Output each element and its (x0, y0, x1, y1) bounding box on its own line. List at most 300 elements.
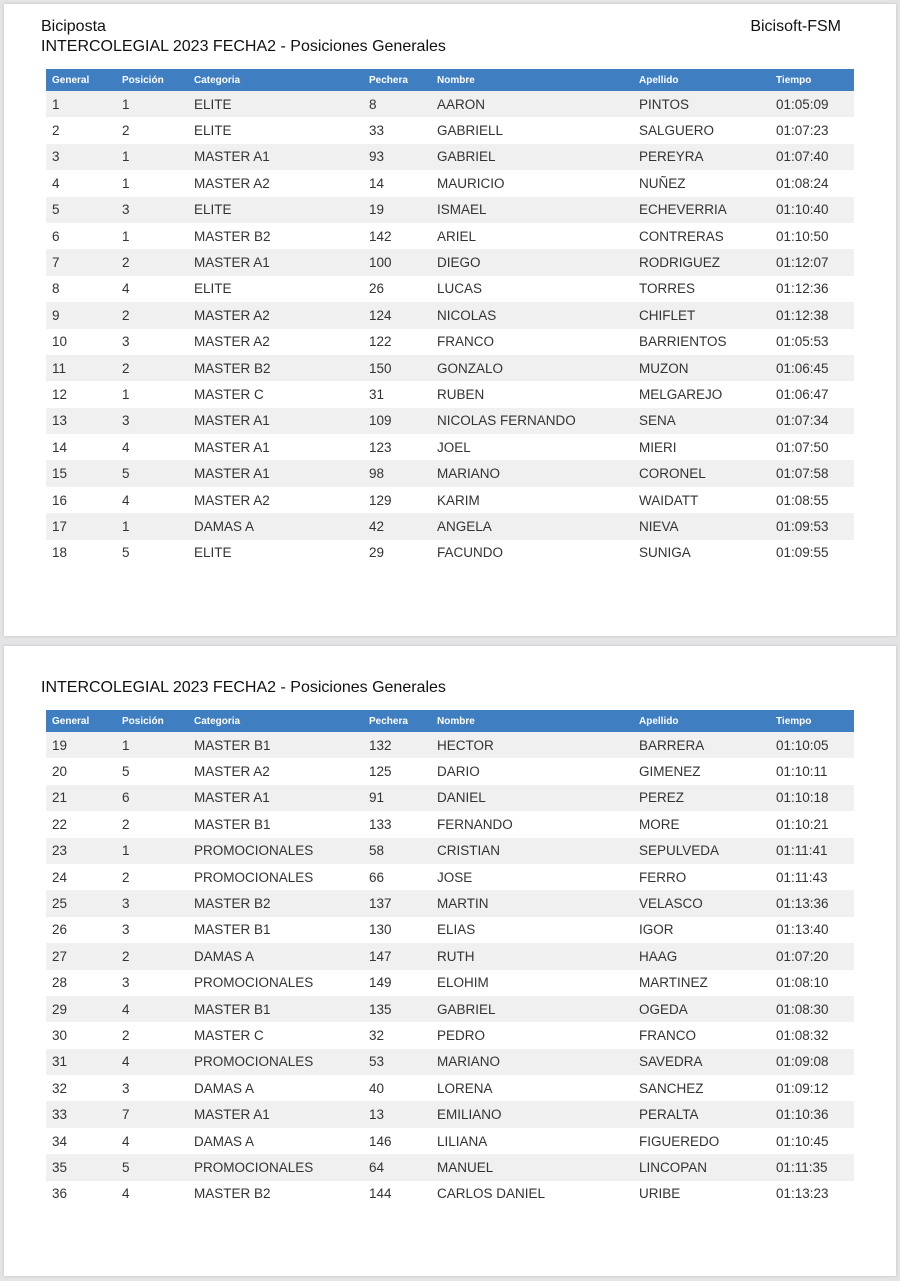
posicion-cell: 3 (116, 1075, 188, 1101)
table-row (46, 1075, 854, 1101)
apellido-cell: RODRIGUEZ (633, 249, 770, 275)
table-row (46, 170, 854, 196)
apellido-cell: FRANCO (633, 1022, 770, 1048)
categoria-cell: MASTER A2 (188, 302, 363, 328)
posicion-cell: 5 (116, 758, 188, 784)
pechera-cell: 58 (363, 838, 431, 864)
tiempo-cell: 01:10:05 (770, 732, 854, 758)
categoria-cell: MASTER B2 (188, 355, 363, 381)
general-cell: 30 (46, 1022, 116, 1048)
pechera-cell: 91 (363, 785, 431, 811)
table-row (46, 408, 854, 434)
posicion-cell: 4 (116, 434, 188, 460)
posicion-cell: 1 (116, 513, 188, 539)
results-table (46, 710, 854, 1207)
table-row (46, 513, 854, 539)
general-cell: 8 (46, 276, 116, 302)
posicion-cell: 2 (116, 1022, 188, 1048)
nombre-cell: JOEL (431, 434, 633, 460)
nombre-cell: ISMAEL (431, 197, 633, 223)
posicion-cell: 1 (116, 170, 188, 196)
apellido-cell: TORRES (633, 276, 770, 302)
general-cell: 2 (46, 117, 116, 143)
brand-name: Biciposta (41, 18, 106, 35)
posicion-cell: 5 (116, 540, 188, 566)
nombre-cell: NICOLAS FERNANDO (431, 408, 633, 434)
categoria-cell: MASTER A1 (188, 144, 363, 170)
categoria-cell: DAMAS A (188, 513, 363, 539)
table-row (46, 811, 854, 837)
general-cell: 3 (46, 144, 116, 170)
apellido-cell: GIMENEZ (633, 758, 770, 784)
nombre-cell: CARLOS DANIEL (431, 1181, 633, 1207)
categoria-cell: MASTER B2 (188, 890, 363, 916)
posicion-cell: 7 (116, 1101, 188, 1127)
apellido-cell: MUZON (633, 355, 770, 381)
table-row (46, 732, 854, 758)
nombre-cell: FERNANDO (431, 811, 633, 837)
nombre-cell: JOSE (431, 864, 633, 890)
general-cell: 4 (46, 170, 116, 196)
nombre-cell: LORENA (431, 1075, 633, 1101)
column-header-apellido: Apellido (633, 69, 770, 91)
apellido-cell: MIERI (633, 434, 770, 460)
apellido-cell: HAAG (633, 943, 770, 969)
tiempo-cell: 01:08:24 (770, 170, 854, 196)
tiempo-cell: 01:08:30 (770, 996, 854, 1022)
categoria-cell: MASTER C (188, 1022, 363, 1048)
tiempo-cell: 01:07:20 (770, 943, 854, 969)
nombre-cell: PEDRO (431, 1022, 633, 1048)
tiempo-cell: 01:13:23 (770, 1181, 854, 1207)
nombre-cell: ELIAS (431, 917, 633, 943)
tiempo-cell: 01:05:53 (770, 329, 854, 355)
pechera-cell: 142 (363, 223, 431, 249)
tiempo-cell: 01:07:23 (770, 117, 854, 143)
general-cell: 14 (46, 434, 116, 460)
apellido-cell: CHIFLET (633, 302, 770, 328)
apellido-cell: PERALTA (633, 1101, 770, 1127)
apellido-cell: SENA (633, 408, 770, 434)
posicion-cell: 4 (116, 276, 188, 302)
general-cell: 7 (46, 249, 116, 275)
pechera-cell: 109 (363, 408, 431, 434)
apellido-cell: MARTINEZ (633, 970, 770, 996)
pechera-cell: 130 (363, 917, 431, 943)
pechera-cell: 14 (363, 170, 431, 196)
column-header-general: General (46, 69, 116, 91)
apellido-cell: MELGAREJO (633, 381, 770, 407)
table-row (46, 381, 854, 407)
table-header-row (46, 69, 854, 91)
table-row (46, 890, 854, 916)
apellido-cell: SUNIGA (633, 540, 770, 566)
posicion-cell: 4 (116, 1128, 188, 1154)
pechera-cell: 93 (363, 144, 431, 170)
apellido-cell: SEPULVEDA (633, 838, 770, 864)
posicion-cell: 3 (116, 890, 188, 916)
pechera-cell: 66 (363, 864, 431, 890)
general-cell: 16 (46, 487, 116, 513)
posicion-cell: 6 (116, 785, 188, 811)
table-row (46, 249, 854, 275)
table-row (46, 785, 854, 811)
apellido-cell: VELASCO (633, 890, 770, 916)
nombre-cell: ELOHIM (431, 970, 633, 996)
table-row (46, 434, 854, 460)
categoria-cell: MASTER A1 (188, 1101, 363, 1127)
apellido-cell: FERRO (633, 864, 770, 890)
tiempo-cell: 01:12:36 (770, 276, 854, 302)
column-header-pechera: Pechera (363, 710, 431, 732)
table-row (46, 223, 854, 249)
tiempo-cell: 01:05:09 (770, 91, 854, 117)
categoria-cell: MASTER A1 (188, 460, 363, 486)
apellido-cell: NUÑEZ (633, 170, 770, 196)
pechera-cell: 8 (363, 91, 431, 117)
nombre-cell: GONZALO (431, 355, 633, 381)
categoria-cell: MASTER A1 (188, 249, 363, 275)
general-cell: 25 (46, 890, 116, 916)
column-header-nombre: Nombre (431, 69, 633, 91)
column-header-posicion: Posición (116, 710, 188, 732)
table-row (46, 1128, 854, 1154)
posicion-cell: 4 (116, 487, 188, 513)
nombre-cell: MARIANO (431, 1049, 633, 1075)
tiempo-cell: 01:10:45 (770, 1128, 854, 1154)
nombre-cell: FACUNDO (431, 540, 633, 566)
general-cell: 6 (46, 223, 116, 249)
apellido-cell: BARRIENTOS (633, 329, 770, 355)
nombre-cell: GABRIEL (431, 144, 633, 170)
pechera-cell: 33 (363, 117, 431, 143)
pechera-cell: 137 (363, 890, 431, 916)
results-page-1 (4, 4, 896, 636)
table-row (46, 1049, 854, 1075)
nombre-cell: RUBEN (431, 381, 633, 407)
categoria-cell: DAMAS A (188, 1128, 363, 1154)
pechera-cell: 42 (363, 513, 431, 539)
table-row (46, 1022, 854, 1048)
table-row (46, 1181, 854, 1207)
general-cell: 13 (46, 408, 116, 434)
pechera-cell: 123 (363, 434, 431, 460)
categoria-cell: PROMOCIONALES (188, 970, 363, 996)
nombre-cell: ANGELA (431, 513, 633, 539)
general-cell: 19 (46, 732, 116, 758)
nombre-cell: LUCAS (431, 276, 633, 302)
nombre-cell: MARTIN (431, 890, 633, 916)
column-header-posicion: Posición (116, 69, 188, 91)
general-cell: 24 (46, 864, 116, 890)
posicion-cell: 1 (116, 223, 188, 249)
general-cell: 27 (46, 943, 116, 969)
categoria-cell: PROMOCIONALES (188, 864, 363, 890)
table-row (46, 276, 854, 302)
apellido-cell: CONTRERAS (633, 223, 770, 249)
nombre-cell: DIEGO (431, 249, 633, 275)
posicion-cell: 2 (116, 355, 188, 381)
categoria-cell: MASTER B1 (188, 996, 363, 1022)
tiempo-cell: 01:12:38 (770, 302, 854, 328)
pechera-cell: 13 (363, 1101, 431, 1127)
posicion-cell: 3 (116, 970, 188, 996)
table-row (46, 197, 854, 223)
pechera-cell: 19 (363, 197, 431, 223)
pechera-cell: 98 (363, 460, 431, 486)
categoria-cell: MASTER B2 (188, 223, 363, 249)
software-name: Bicisoft-FSM (750, 18, 841, 35)
categoria-cell: MASTER A1 (188, 408, 363, 434)
nombre-cell: AARON (431, 91, 633, 117)
nombre-cell: KARIM (431, 487, 633, 513)
categoria-cell: ELITE (188, 117, 363, 143)
general-cell: 22 (46, 811, 116, 837)
nombre-cell: GABRIEL (431, 996, 633, 1022)
tiempo-cell: 01:06:47 (770, 381, 854, 407)
apellido-cell: FIGUEREDO (633, 1128, 770, 1154)
posicion-cell: 4 (116, 1049, 188, 1075)
posicion-cell: 2 (116, 811, 188, 837)
posicion-cell: 2 (116, 249, 188, 275)
nombre-cell: EMILIANO (431, 1101, 633, 1127)
tiempo-cell: 01:13:36 (770, 890, 854, 916)
apellido-cell: SAVEDRA (633, 1049, 770, 1075)
tiempo-cell: 01:10:11 (770, 758, 854, 784)
posicion-cell: 3 (116, 408, 188, 434)
tiempo-cell: 01:10:36 (770, 1101, 854, 1127)
pechera-cell: 147 (363, 943, 431, 969)
posicion-cell: 4 (116, 996, 188, 1022)
tiempo-cell: 01:11:35 (770, 1154, 854, 1180)
tiempo-cell: 01:07:58 (770, 460, 854, 486)
page-title: INTERCOLEGIAL 2023 FECHA2 - Posiciones Generales (41, 38, 446, 55)
tiempo-cell: 01:09:55 (770, 540, 854, 566)
pechera-cell: 125 (363, 758, 431, 784)
posicion-cell: 5 (116, 460, 188, 486)
general-cell: 17 (46, 513, 116, 539)
general-cell: 28 (46, 970, 116, 996)
table-row (46, 117, 854, 143)
categoria-cell: MASTER A1 (188, 785, 363, 811)
categoria-cell: ELITE (188, 276, 363, 302)
categoria-cell: MASTER A2 (188, 758, 363, 784)
tiempo-cell: 01:09:12 (770, 1075, 854, 1101)
results-table (46, 69, 854, 566)
table-row (46, 996, 854, 1022)
table-row (46, 917, 854, 943)
apellido-cell: PEREZ (633, 785, 770, 811)
nombre-cell: ARIEL (431, 223, 633, 249)
nombre-cell: MARIANO (431, 460, 633, 486)
column-header-tiempo: Tiempo (770, 710, 854, 732)
general-cell: 23 (46, 838, 116, 864)
categoria-cell: MASTER B1 (188, 811, 363, 837)
categoria-cell: PROMOCIONALES (188, 1049, 363, 1075)
apellido-cell: WAIDATT (633, 487, 770, 513)
posicion-cell: 2 (116, 864, 188, 890)
pechera-cell: 40 (363, 1075, 431, 1101)
general-cell: 9 (46, 302, 116, 328)
tiempo-cell: 01:07:50 (770, 434, 854, 460)
nombre-cell: NICOLAS (431, 302, 633, 328)
apellido-cell: ECHEVERRIA (633, 197, 770, 223)
general-cell: 34 (46, 1128, 116, 1154)
column-header-categoria: Categoria (188, 69, 363, 91)
pechera-cell: 31 (363, 381, 431, 407)
table-row (46, 355, 854, 381)
apellido-cell: MORE (633, 811, 770, 837)
table-row (46, 943, 854, 969)
nombre-cell: MANUEL (431, 1154, 633, 1180)
pechera-cell: 149 (363, 970, 431, 996)
column-header-categoria: Categoria (188, 710, 363, 732)
table-row (46, 1154, 854, 1180)
general-cell: 1 (46, 91, 116, 117)
tiempo-cell: 01:09:08 (770, 1049, 854, 1075)
categoria-cell: MASTER B1 (188, 917, 363, 943)
tiempo-cell: 01:10:21 (770, 811, 854, 837)
apellido-cell: OGEDA (633, 996, 770, 1022)
table-row (46, 540, 854, 566)
general-cell: 5 (46, 197, 116, 223)
general-cell: 35 (46, 1154, 116, 1180)
column-header-tiempo: Tiempo (770, 69, 854, 91)
column-header-general: General (46, 710, 116, 732)
general-cell: 18 (46, 540, 116, 566)
apellido-cell: SALGUERO (633, 117, 770, 143)
tiempo-cell: 01:08:32 (770, 1022, 854, 1048)
posicion-cell: 3 (116, 917, 188, 943)
categoria-cell: PROMOCIONALES (188, 838, 363, 864)
posicion-cell: 1 (116, 144, 188, 170)
column-header-pechera: Pechera (363, 69, 431, 91)
categoria-cell: MASTER B1 (188, 732, 363, 758)
results-page-2 (4, 646, 896, 1276)
categoria-cell: PROMOCIONALES (188, 1154, 363, 1180)
tiempo-cell: 01:12:07 (770, 249, 854, 275)
table-row (46, 838, 854, 864)
posicion-cell: 1 (116, 732, 188, 758)
tiempo-cell: 01:10:50 (770, 223, 854, 249)
nombre-cell: LILIANA (431, 1128, 633, 1154)
nombre-cell: MAURICIO (431, 170, 633, 196)
general-cell: 20 (46, 758, 116, 784)
categoria-cell: ELITE (188, 197, 363, 223)
posicion-cell: 1 (116, 381, 188, 407)
categoria-cell: MASTER A2 (188, 170, 363, 196)
table-row (46, 91, 854, 117)
nombre-cell: FRANCO (431, 329, 633, 355)
apellido-cell: BARRERA (633, 732, 770, 758)
general-cell: 31 (46, 1049, 116, 1075)
table-row (46, 864, 854, 890)
tiempo-cell: 01:06:45 (770, 355, 854, 381)
posicion-cell: 2 (116, 117, 188, 143)
apellido-cell: LINCOPAN (633, 1154, 770, 1180)
posicion-cell: 1 (116, 838, 188, 864)
pechera-cell: 122 (363, 329, 431, 355)
nombre-cell: DARIO (431, 758, 633, 784)
general-cell: 11 (46, 355, 116, 381)
posicion-cell: 5 (116, 1154, 188, 1180)
posicion-cell: 2 (116, 302, 188, 328)
pechera-cell: 29 (363, 540, 431, 566)
pechera-cell: 146 (363, 1128, 431, 1154)
tiempo-cell: 01:13:40 (770, 917, 854, 943)
tiempo-cell: 01:11:43 (770, 864, 854, 890)
apellido-cell: PINTOS (633, 91, 770, 117)
pechera-cell: 26 (363, 276, 431, 302)
general-cell: 32 (46, 1075, 116, 1101)
general-cell: 15 (46, 460, 116, 486)
pechera-cell: 144 (363, 1181, 431, 1207)
categoria-cell: MASTER A2 (188, 487, 363, 513)
column-header-apellido: Apellido (633, 710, 770, 732)
categoria-cell: MASTER A2 (188, 329, 363, 355)
nombre-cell: HECTOR (431, 732, 633, 758)
tiempo-cell: 01:09:53 (770, 513, 854, 539)
general-cell: 33 (46, 1101, 116, 1127)
apellido-cell: IGOR (633, 917, 770, 943)
pechera-cell: 135 (363, 996, 431, 1022)
posicion-cell: 2 (116, 943, 188, 969)
table-row (46, 460, 854, 486)
general-cell: 10 (46, 329, 116, 355)
tiempo-cell: 01:10:40 (770, 197, 854, 223)
pechera-cell: 32 (363, 1022, 431, 1048)
table-row (46, 487, 854, 513)
pechera-cell: 150 (363, 355, 431, 381)
table-row (46, 144, 854, 170)
posicion-cell: 3 (116, 197, 188, 223)
nombre-cell: RUTH (431, 943, 633, 969)
pechera-cell: 129 (363, 487, 431, 513)
table-header-row (46, 710, 854, 732)
page-title: INTERCOLEGIAL 2023 FECHA2 - Posiciones Generales (41, 679, 446, 696)
tiempo-cell: 01:08:55 (770, 487, 854, 513)
apellido-cell: CORONEL (633, 460, 770, 486)
tiempo-cell: 01:10:18 (770, 785, 854, 811)
nombre-cell: GABRIELL (431, 117, 633, 143)
tiempo-cell: 01:07:40 (770, 144, 854, 170)
column-header-nombre: Nombre (431, 710, 633, 732)
categoria-cell: MASTER A1 (188, 434, 363, 460)
table-row (46, 329, 854, 355)
apellido-cell: URIBE (633, 1181, 770, 1207)
posicion-cell: 1 (116, 91, 188, 117)
table-row (46, 970, 854, 996)
general-cell: 36 (46, 1181, 116, 1207)
categoria-cell: MASTER C (188, 381, 363, 407)
pechera-cell: 53 (363, 1049, 431, 1075)
categoria-cell: DAMAS A (188, 943, 363, 969)
general-cell: 29 (46, 996, 116, 1022)
general-cell: 21 (46, 785, 116, 811)
tiempo-cell: 01:07:34 (770, 408, 854, 434)
pechera-cell: 100 (363, 249, 431, 275)
categoria-cell: DAMAS A (188, 1075, 363, 1101)
tiempo-cell: 01:11:41 (770, 838, 854, 864)
general-cell: 12 (46, 381, 116, 407)
categoria-cell: MASTER B2 (188, 1181, 363, 1207)
pechera-cell: 132 (363, 732, 431, 758)
categoria-cell: ELITE (188, 91, 363, 117)
table-row (46, 758, 854, 784)
posicion-cell: 4 (116, 1181, 188, 1207)
pechera-cell: 64 (363, 1154, 431, 1180)
nombre-cell: DANIEL (431, 785, 633, 811)
